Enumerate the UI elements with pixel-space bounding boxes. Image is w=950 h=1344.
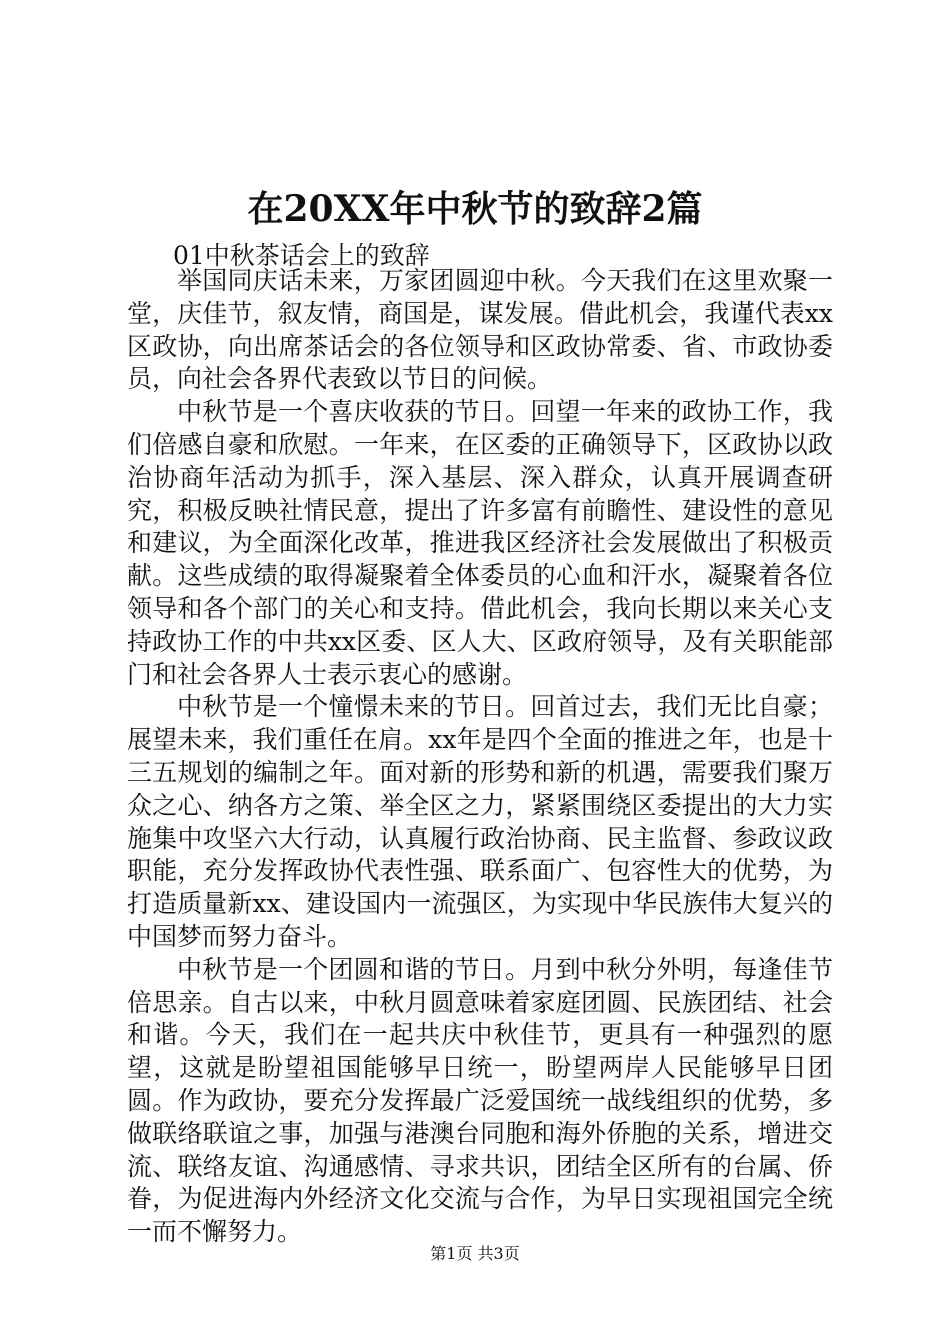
paragraph: 中秋节是一个憧憬未来的节日。回首过去，我们无比自豪；展望未来，我们重任在肩。xx年是四个全面的推进之年，也是十三五规划的编制之年。面对新的形势和新的机遇，需要我们聚万众之心、纳各方之策、举全区之力，紧紧围绕区委提出的大力实施集中攻坚六大行动，认真履行政治协商、民主监督、参政议政职能，充分发挥政协代表性强、联系面广、包容性大的优势，为打造质量新xx、建设国内一流强区，为实现中华民族伟大复兴的中国梦而努力奋斗。 bbox=[127, 692, 833, 951]
document-title: 在20XX年中秋节的致辞2篇 bbox=[247, 188, 703, 230]
page-footer: 第1页 共3页 bbox=[430, 1244, 520, 1263]
document-body bbox=[127, 265, 833, 1249]
paragraph: 举国同庆话未来，万家团圆迎中秋。今天我们在这里欢聚一堂，庆佳节，叙友情，商国是，谋发展。借此机会，我谨代表xx区政协，向出席茶话会的各位领导和区政协常委、省、市政协委员，向社会各界代表致以节日的问候。 bbox=[127, 266, 833, 394]
section-heading: 01中秋茶话会上的致辞 bbox=[173, 241, 430, 270]
paragraph: 中秋节是一个团圆和谐的节日。月到中秋分外明，每逢佳节倍思亲。自古以来，中秋月圆意味着家庭团圆、民族团结、社会和谐。今天，我们在一起共庆中秋佳节，更具有一种强烈的愿望，这就是盼望祖国能够早日统一，盼望两岸人民能够早日团圆。作为政协，要充分发挥最广泛爱国统一战线组织的优势，多做联络联谊之事，加强与港澳台同胞和海外侨胞的关系，增进交流、联络友谊、沟通感情、寻求共识，团结全区所有的台属、侨眷，为促进海内外经济文化交流与合作，为早日实现祖国完全统一而不懈努力。 bbox=[127, 954, 833, 1247]
paragraph: 中秋节是一个喜庆收获的节日。回望一年来的政协工作，我们倍感自豪和欣慰。一年来，在区委的正确领导下，区政协以政治协商年活动为抓手，深入基层、深入群众，认真开展调查研究，积极反映社情民意，提出了许多富有前瞻性、建设性的意见和建议，为全面深化改革，推进我区经济社会发展做出了积极贡献。这些成绩的取得凝聚着全体委员的心血和汗水，凝聚着各位领导和各个部门的关心和支持。借此机会，我向长期以来关心支持政协工作的中共xx区委、区人大、区政府领导，及有关职能部门和社会各界人士表示衷心的感谢。 bbox=[127, 397, 833, 689]
